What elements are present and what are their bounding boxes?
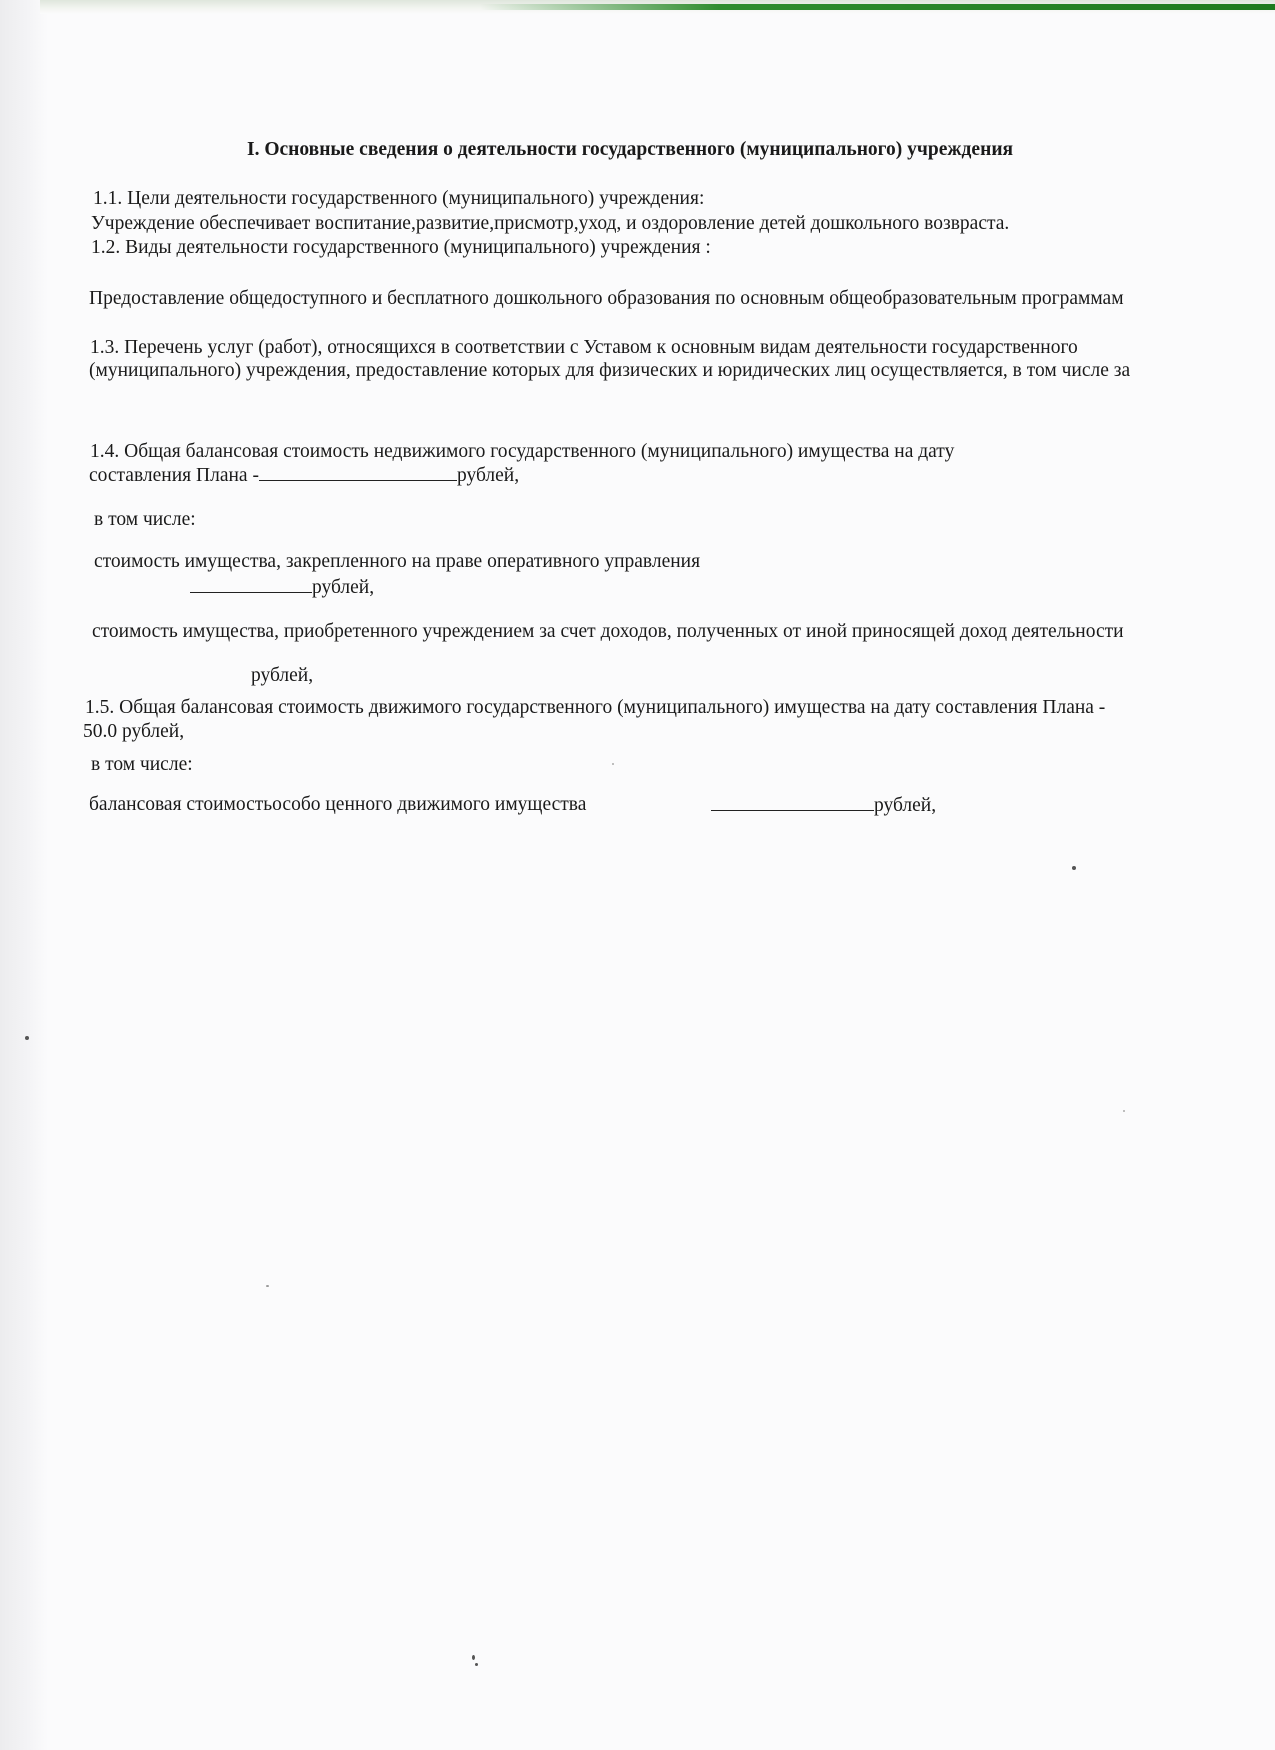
scan-speck bbox=[1123, 1110, 1125, 1112]
scan-speck bbox=[472, 1655, 475, 1660]
item-1-4-including: в том числе: bbox=[94, 509, 196, 530]
item-1-5-including: в том числе: bbox=[91, 754, 193, 775]
item-1-4-income-suffix: рублей, bbox=[251, 665, 314, 686]
item-1-4-operational-value bbox=[190, 576, 374, 599]
item-1-4-line1: 1.4. Общая балансовая стоимость недвижимого государственного (муниципального) имущества на дату bbox=[90, 441, 955, 462]
item-1-5-valuable-label: балансовая стоимостьособо ценного движимого имущества bbox=[89, 794, 587, 815]
item-1-5-line2: 50.0 рублей, bbox=[83, 721, 185, 742]
item-1-1-heading: 1.1. Цели деятельности государственного (муниципального) учреждения: bbox=[93, 188, 705, 209]
item-1-4-line2-suffix: рублей, bbox=[456, 465, 520, 486]
item-1-5-line1: 1.5. Общая балансовая стоимость движимого государственного (муниципального) имущества на дату составления Плана - bbox=[85, 697, 1106, 718]
item-1-2-heading: 1.2. Виды деятельности государственного (муниципального) учреждения : bbox=[91, 237, 711, 258]
item-1-3-line2: (муниципального) учреждения, предоставление которых для физических и юридических лиц осуществляется, в том числе за bbox=[89, 360, 1131, 381]
scan-speck bbox=[475, 1663, 478, 1666]
item-1-4-operational-label: стоимость имущества, закрепленного на праве оперативного управления bbox=[94, 551, 701, 572]
item-1-2-text: Предоставление общедоступного и бесплатного дошкольного образования по основным общеобразовательным программам bbox=[89, 288, 1124, 309]
item-1-4-line2 bbox=[89, 464, 519, 487]
item-1-1-text: Учреждение обеспечивает воспитание,развитие,присмотр,уход, и оздоровление детей дошкольного возвраста. bbox=[91, 213, 1010, 234]
blank-line bbox=[190, 576, 312, 593]
blank-line bbox=[711, 794, 874, 811]
item-1-3-line1: 1.3. Перечень услуг (работ), относящихся в соответствии с Уставом к основным видам деятельности государственного bbox=[90, 337, 1078, 358]
scan-speck bbox=[25, 1036, 29, 1040]
section-title: I. Основные сведения о деятельности государственного (муниципального) учреждения bbox=[247, 139, 1014, 160]
scan-speck bbox=[1072, 866, 1076, 870]
blank-line bbox=[259, 464, 457, 481]
scan-speck bbox=[266, 1285, 269, 1287]
item-1-4-line2-prefix: составления Плана - bbox=[89, 465, 259, 486]
scan-speck bbox=[612, 763, 614, 765]
item-1-5-valuable-suffix: рублей, bbox=[874, 795, 937, 816]
item-1-5-valuable-value bbox=[711, 794, 936, 817]
item-1-4-operational-suffix: рублей, bbox=[312, 577, 375, 598]
item-1-4-income-label: стоимость имущества, приобретенного учреждением за счет доходов, полученных от иной приносящей доход деятельности bbox=[92, 621, 1124, 642]
